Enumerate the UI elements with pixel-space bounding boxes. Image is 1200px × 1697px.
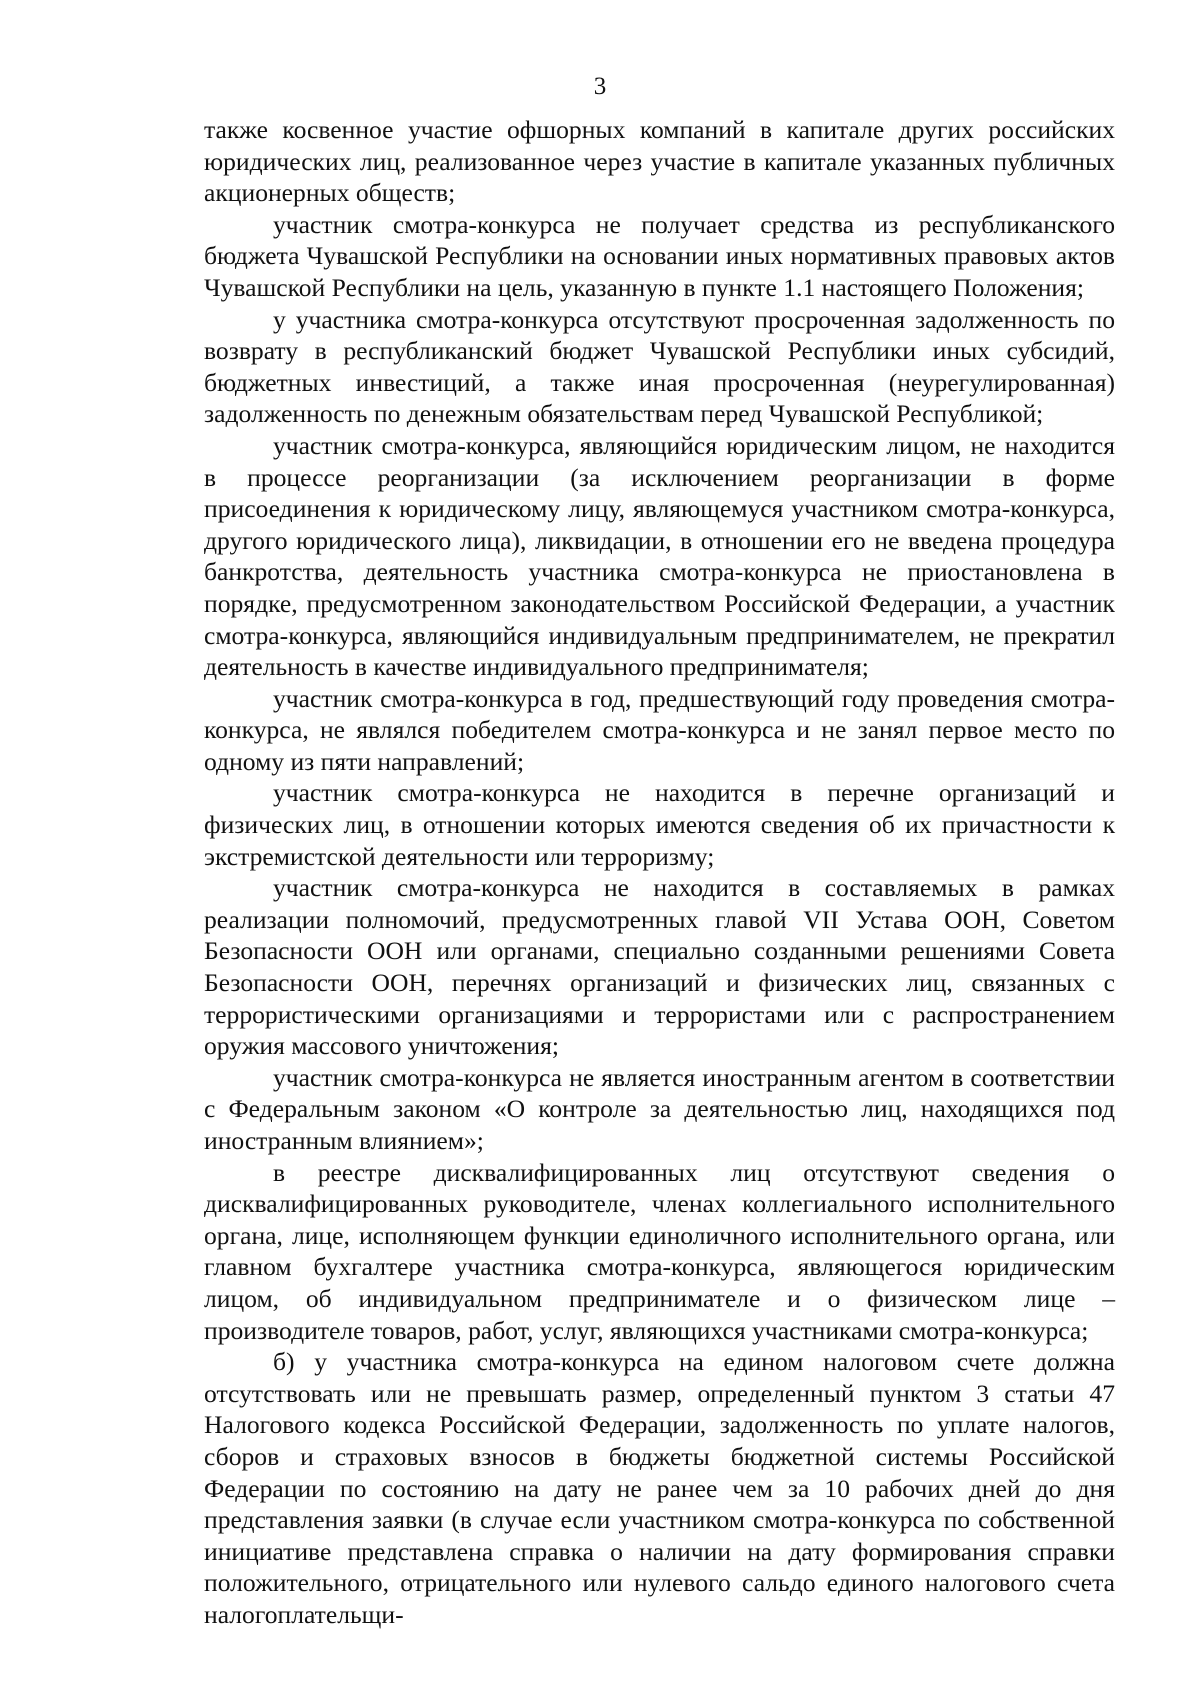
document-body	[204, 114, 1115, 1631]
paragraph-5: участник смотра-конкурса в год, предшествующий году проведения смотра-конкурса, не являлся победителем смотра-конкурса и не занял первое место по одному из пяти направлений;	[204, 683, 1115, 776]
paragraph-3: у участника смотра-конкурса отсутствуют просроченная задолженность по возврату в республиканский бюджет Чувашской Республики иных субсидий, бюджетных инвестиций, а также иная просроченная (неурегулированная) задолженность по денежным обязательствам перед Чувашской Республикой;	[204, 304, 1115, 429]
paragraph-10: б) у участника смотра-конкурса на едином налоговом счете должна отсутствовать или не превышать размер, определенный пунктом 3 статьи 47 Налогового кодекса Российской Федерации, задолженность по уплате налогов, сборов и страховых взносов в бюджеты бюджетной системы Российской Федерации по состоянию на дату не ранее чем за 10 рабочих дней до дня представления заявки (в случае если участником смотра-конкурса по собственной инициативе представлена справка о наличии на дату формирования справки положительного, отрицательного или нулевого сальдо единого налогового счета налогоплательщи-	[204, 1347, 1115, 1629]
page-number: 3	[593, 73, 607, 100]
paragraph-9: в реестре дисквалифицированных лиц отсутствуют сведения о дисквалифицированных руководителе, членах коллегиального исполнительного органа, лице, исполняющем функции единоличного исполнительного органа, или главном бухгалтере участника смотра-конкурса, являющегося юридическим лицом, об индивидуальном предпринимателе и о физическом лице – производителе товаров, работ, услуг, являющихся участниками смотра-конкурса;	[204, 1157, 1115, 1345]
paragraph-2: участник смотра-конкурса не получает средства из республиканского бюджета Чувашской Республики на основании иных нормативных правовых актов Чувашской Республики на цель, указанную в пункте 1.1 настоящего Положения;	[204, 209, 1115, 302]
paragraph-8: участник смотра-конкурса не является иностранным агентом в соответствии с Федеральным законом «О контроле за деятельностью лиц, находящихся под иностранным влиянием»;	[204, 1062, 1115, 1155]
paragraph-1: также косвенное участие офшорных компаний в капитале других российских юридических лиц, реализованное через участие в капитале указанных публичных акционерных обществ;	[204, 115, 1115, 208]
paragraph-4: участник смотра-конкурса, являющийся юридическим лицом, не находится в процессе реорганизации (за исключением реорганизации в форме присоединения к юридическому лицу, являющемуся участником смотра-конкурса, другого юридического лица), ликвидации, в отношении его не введена процедура банкротства, деятельность участника смотра-конкурса не приостановлена в порядке, предусмотренном законодательством Российской Федерации, а участник смотра-конкурса, являющийся индивидуальным предпринимателем, не прекратил деятельность в качестве индивидуального предпринимателя;	[204, 430, 1115, 682]
paragraph-7: участник смотра-конкурса не находится в составляемых в рамках реализации полномочий, предусмотренных главой VII Устава ООН, Советом Безопасности ООН или органами, специально созданными решениями Совета Безопасности ООН, перечнях организаций и физических лиц, связанных с террористическими организациями и террористами или с распространением оружия массового уничтожения;	[204, 873, 1115, 1061]
paragraph-6: участник смотра-конкурса не находится в перечне организаций и физических лиц, в отношении которых имеются сведения об их причастности к экстремистской деятельности или терроризму;	[204, 778, 1115, 871]
